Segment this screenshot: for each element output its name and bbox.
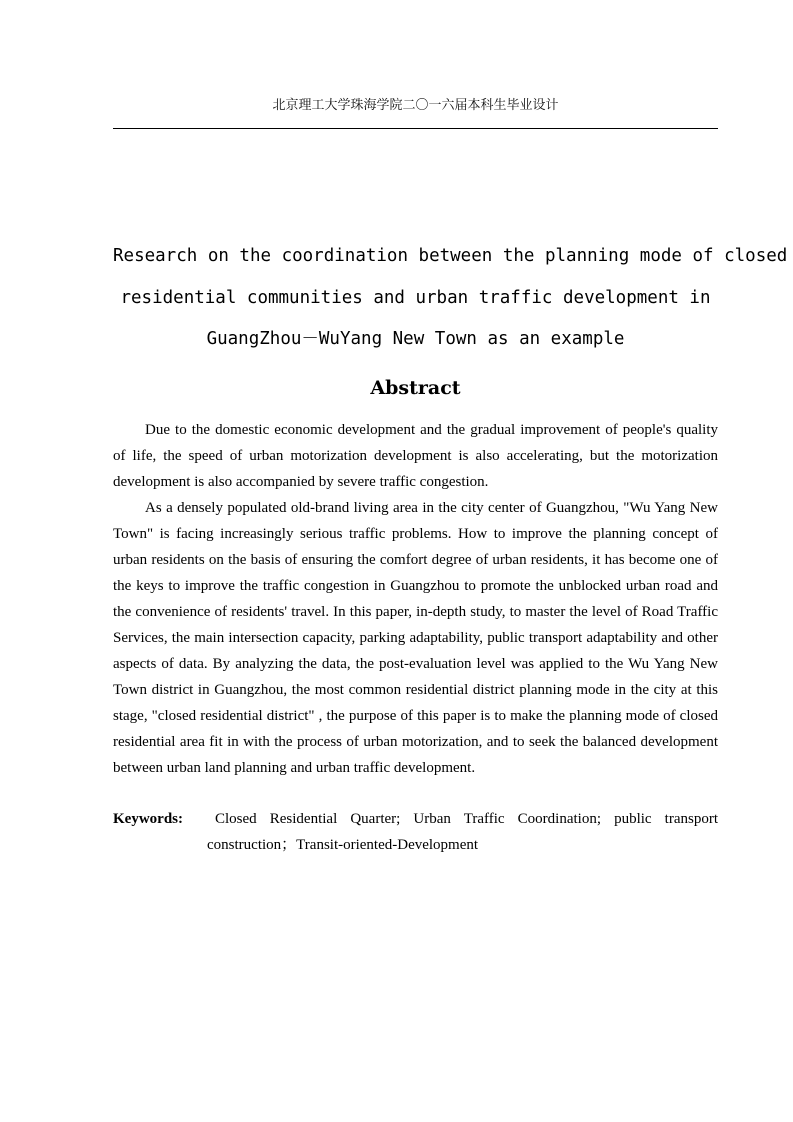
abstract-paragraph-1: Due to the domestic economic development and the gradual improvement of people's quality of life, the speed of urban motorization development is also accelerating, but the motorization development is also accompanied by severe traffic congestion. (113, 422, 718, 490)
keywords-label: Keywords: (113, 811, 183, 827)
thesis-title (113, 236, 788, 361)
keywords-section (113, 806, 718, 858)
abstract-paragraph-2: As a densely populated old-brand living area in the city center of Guangzhou, "Wu Yang New Town" is facing increasingly serious traffic problems. How to improve the planning concept of urban residents on the basis of ensuring the comfort degree of urban residents, it has become one of the keys to improve the traffic congestion in Guangzhou to promote the unblocked urban road and the convenience of residents' travel. In this paper, in-depth study, to master the level of Road Traffic Services, the main intersection capacity, parking adaptability, public transport adaptability and other aspects of data. By analyzing the data, the post-evaluation level was applied to the Wu Yang New Town district in Guangzhou, the most common residential district planning mode in the city at this stage, "closed residential district" , the purpose of this paper is to make the planning mode of closed residential area fit in with the process of urban motorization, and to seek the balanced development between urban land planning and urban traffic development. (113, 500, 718, 776)
page-header: 北京理工大学珠海学院二〇一六届本科生毕业设计 (272, 98, 559, 113)
title-line-3: GuangZhou－WuYang New Town as an example (206, 329, 625, 349)
title-line-1: Research on the coordination between the planning mode of closed (113, 246, 788, 266)
header-divider (113, 128, 718, 129)
keywords-text: Closed Residential Quarter; Urban Traffic Coordination; public transport construction；Transit-oriented-Development (207, 811, 718, 853)
title-line-2: residential communities and urban traffic development in (120, 287, 711, 308)
abstract-heading: Abstract (370, 377, 461, 399)
abstract-body (113, 417, 718, 781)
